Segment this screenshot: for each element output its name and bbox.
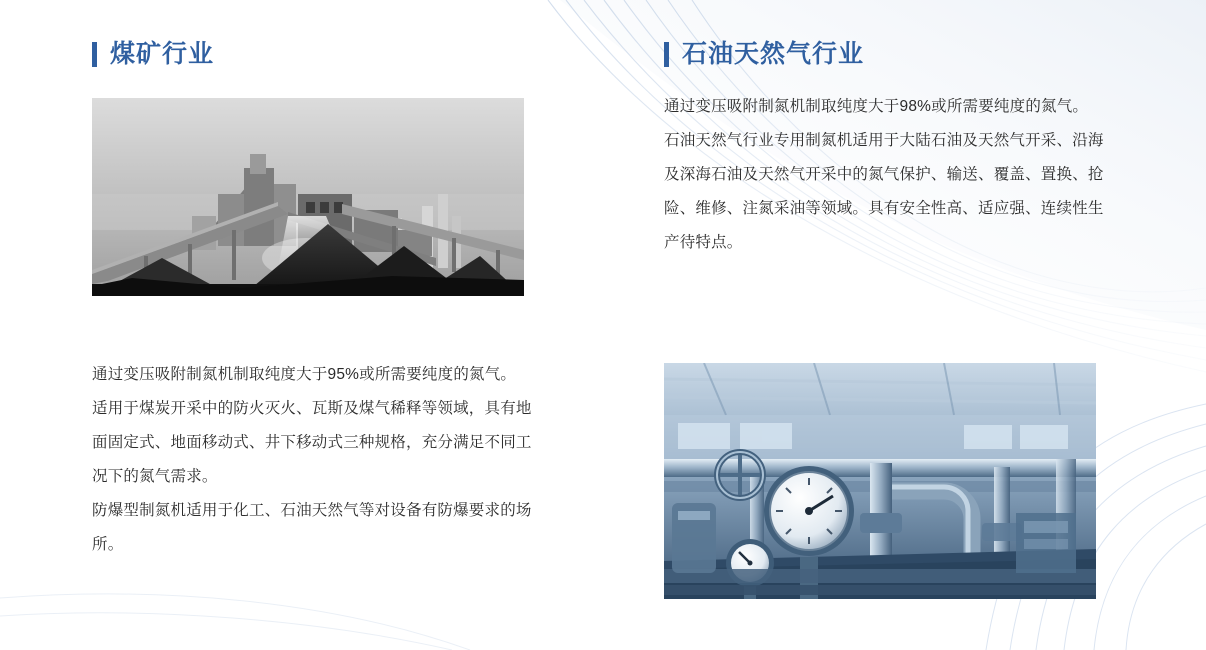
right-section-title xyxy=(664,42,864,67)
coal-mine-image xyxy=(92,98,524,296)
right-body-copy xyxy=(664,90,1104,260)
right-paragraph-2: 石油天然气行业专用制氮机适用于大陆石油及天然气开采、沿海及深海石油及天然气开采中的氮气保护、输送、覆盖、置换、抢险、维修、注氮采油等领域。具有安全性高、适应强、连续性生产待特点。 xyxy=(664,132,1104,251)
oil-gas-image xyxy=(664,363,1096,599)
title-accent-bar xyxy=(664,42,669,67)
left-paragraph-1: 通过变压吸附制氮机制取纯度大于95%或所需要纯度的氮气。 xyxy=(92,366,517,383)
right-paragraph-1: 通过变压吸附制氮机制取纯度大于98%或所需要纯度的氮气。 xyxy=(664,98,1089,115)
left-section-title xyxy=(92,42,214,67)
left-body-copy xyxy=(92,358,532,562)
left-paragraph-2: 适用于煤炭开采中的防火灭火、瓦斯及煤气稀释等领域，具有地面固定式、地面移动式、井下移动式三种规格，充分满足不同工况下的氮气需求。 xyxy=(92,400,532,485)
title-accent-bar xyxy=(92,42,97,67)
left-paragraph-3: 防爆型制氮机适用于化工、石油天然气等对设备有防爆要求的场所。 xyxy=(92,502,532,553)
oil-gas-illustration xyxy=(664,363,1096,599)
right-section-title-text: 石油天然气行业 xyxy=(682,40,865,68)
left-section-title-text: 煤矿行业 xyxy=(110,40,215,68)
coal-mine-illustration xyxy=(92,98,524,296)
